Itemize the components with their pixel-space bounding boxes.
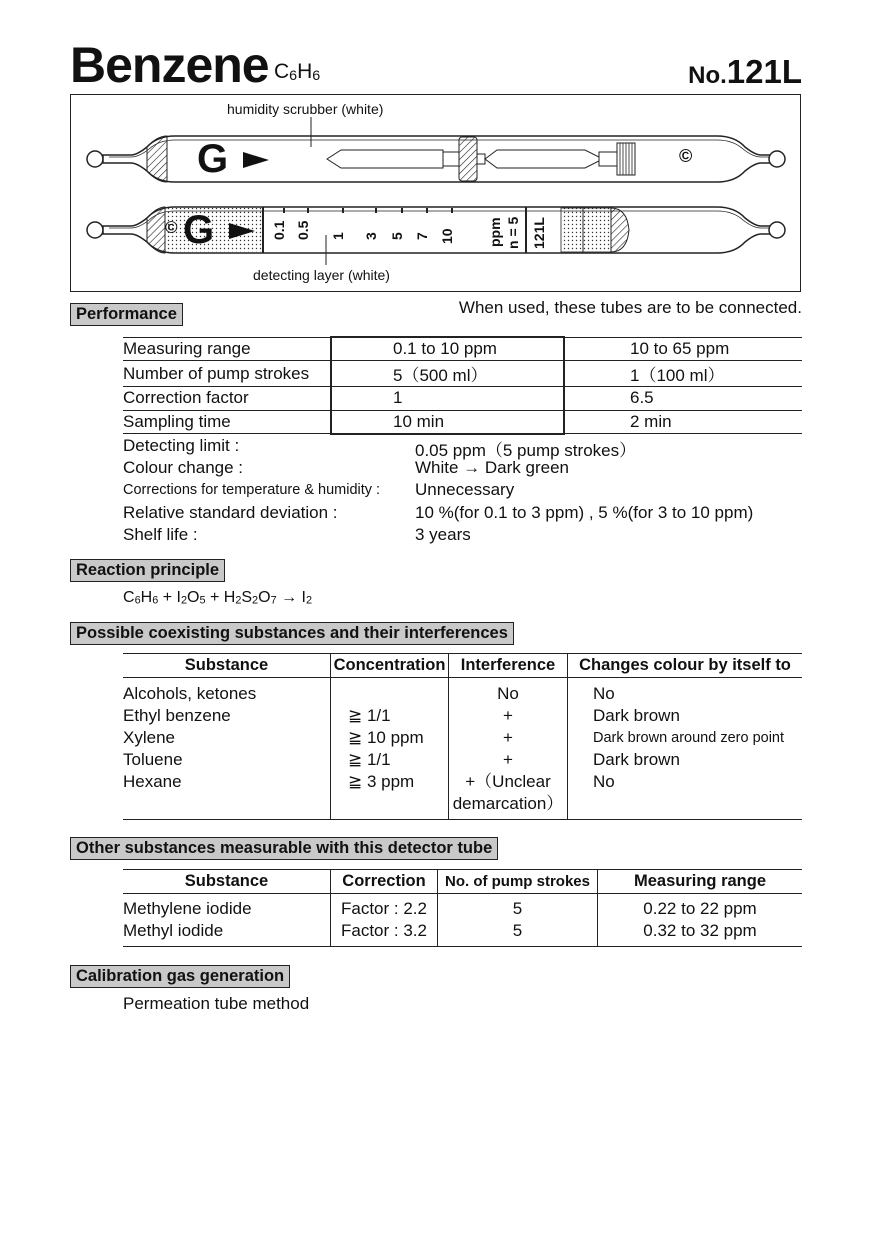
chemical-formula xyxy=(274,60,320,84)
logo-arrow-bottom-icon xyxy=(229,223,255,239)
section-heading-performance: Performance xyxy=(70,303,183,326)
detail-label: Colour change : xyxy=(123,458,244,477)
range-a-value: 5（500 ml） xyxy=(331,361,564,387)
logo-g-top: G xyxy=(197,137,229,181)
formula-h: H xyxy=(297,60,313,83)
detail-value: White → Dark green xyxy=(415,458,569,477)
reaction-equation: $C_6H_6 + I_2O_5 + H_2S_2O_7 \to I_2$ xyxy=(123,589,313,607)
page-title: Benzene xyxy=(70,37,269,93)
table-row xyxy=(123,678,802,820)
strokes-cell: 5 5 xyxy=(438,894,598,947)
range-b-value: 6.5 xyxy=(564,387,802,411)
table-header-row xyxy=(123,870,802,894)
detail-label: Corrections for temperature & humidity : xyxy=(123,482,381,498)
table-row xyxy=(123,361,802,387)
other-substances-table xyxy=(123,869,802,947)
section-heading-other-substances: Other substances measurable with this detector tube xyxy=(70,837,498,860)
model-number xyxy=(688,53,802,91)
logo-arrow-top-icon xyxy=(243,152,269,168)
formula-c-sub: 6 xyxy=(289,68,298,85)
scale-mark: 10 xyxy=(437,219,457,245)
performance-table xyxy=(123,336,802,435)
column-header: No. of pump strokes xyxy=(438,870,598,894)
row-label: Sampling time xyxy=(123,410,331,434)
model-prefix: No. xyxy=(688,62,727,89)
scale-n: n = 5 xyxy=(505,216,521,249)
formula-c: C xyxy=(274,60,290,83)
substance-cell: Methylene iodide Methyl iodide xyxy=(123,894,331,947)
column-header: Changes colour by itself to xyxy=(568,654,803,678)
detail-label: Relative standard deviation : xyxy=(123,503,338,522)
tube-diagram xyxy=(70,94,801,292)
concentration-list: ≧ 1/1 ≧ 10 ppm ≧ 1/1 ≧ 3 ppm xyxy=(331,678,449,820)
copyright-top: © xyxy=(679,146,693,166)
detail-label: Shelf life : xyxy=(123,525,198,544)
section-heading-interferences: Possible coexisting substances and their interferences xyxy=(70,622,514,645)
range-b-value: 2 min xyxy=(564,410,802,434)
tube-illustration xyxy=(71,95,802,293)
interference-list: No + + + +（Unclear demarcation） xyxy=(449,678,568,820)
table-row xyxy=(123,894,802,947)
colour-change-list: No Dark brown Dark brown around zero point Dark brown No xyxy=(568,678,803,820)
section-heading-calibration: Calibration gas generation xyxy=(70,965,290,988)
detail-label: Detecting limit : xyxy=(123,436,240,455)
table-row xyxy=(123,337,802,361)
column-header: Substance xyxy=(123,654,331,678)
scale-end-divider xyxy=(525,207,527,253)
range-a-value: 10 min xyxy=(331,410,564,434)
copyright-bottom: © xyxy=(165,218,178,237)
substance-list: Alcohols, ketones Ethyl benzene Xylene Toluene Hexane xyxy=(123,678,331,820)
row-label: Number of pump strokes xyxy=(123,361,331,387)
formula-h-sub: 6 xyxy=(312,68,321,85)
scale-mark: 7 xyxy=(412,219,432,241)
detail-value: 3 years xyxy=(415,525,471,544)
scale-mark: 0.1 xyxy=(269,219,289,241)
column-header: Concentration xyxy=(331,654,449,678)
section-heading-reaction: Reaction principle xyxy=(70,559,225,582)
table-header-row xyxy=(123,654,802,678)
column-header: Interference xyxy=(449,654,568,678)
detail-value: 0.05 ppm（5 pump strokes） xyxy=(415,441,637,460)
interference-table xyxy=(123,653,802,820)
column-header: Correction xyxy=(331,870,438,894)
column-header: Measuring range xyxy=(598,870,803,894)
detail-value: Unnecessary xyxy=(415,480,515,499)
row-label: Measuring range xyxy=(123,337,331,361)
scale-mark: 5 xyxy=(387,219,407,241)
scale-mark: 1 xyxy=(328,219,348,241)
calibration-method: Permeation tube method xyxy=(123,994,310,1013)
logo-g-bottom: G xyxy=(183,208,215,252)
scale-unit: ppm xyxy=(487,217,503,247)
table-row xyxy=(123,410,802,434)
scale-mark: 0.5 xyxy=(293,219,313,241)
range-cell: 0.22 to 22 ppm 0.32 to 32 ppm xyxy=(598,894,803,947)
model-code: 121L xyxy=(726,53,802,90)
detail-value: 10 %(for 0.1 to 3 ppm) , 5 %(for 3 to 10 ppm) xyxy=(415,503,754,522)
correction-cell: Factor : 2.2 Factor : 3.2 xyxy=(331,894,438,947)
tube-code: 121L xyxy=(531,217,547,249)
range-a-value: 1 xyxy=(331,387,564,411)
label-humidity-scrubber: humidity scrubber (white) xyxy=(227,101,384,117)
row-label: Correction factor xyxy=(123,387,331,411)
range-b-value: 10 to 65 ppm xyxy=(564,337,802,361)
column-header: Substance xyxy=(123,870,331,894)
range-b-value: 1（100 ml） xyxy=(564,361,802,387)
connection-note: When used, these tubes are to be connected. xyxy=(458,298,802,317)
scale-mark: 3 xyxy=(361,219,381,241)
table-row xyxy=(123,387,802,411)
label-detecting-layer: detecting layer (white) xyxy=(253,267,390,283)
range-a-value: 0.1 to 10 ppm xyxy=(331,337,564,361)
